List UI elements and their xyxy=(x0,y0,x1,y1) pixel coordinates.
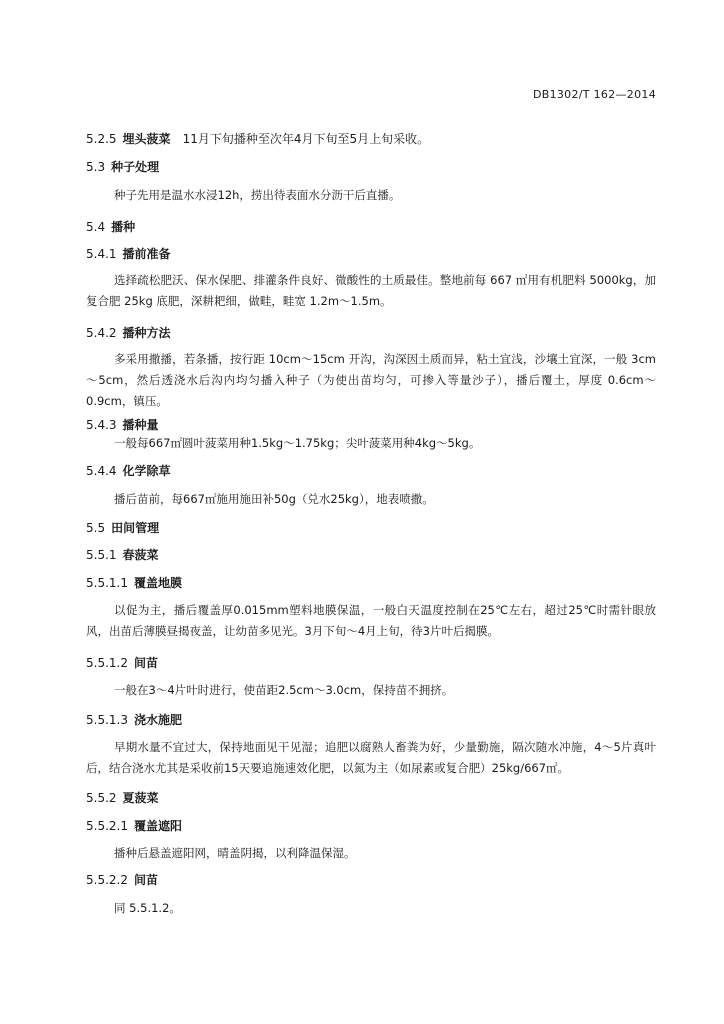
section-number: 5.4.2 xyxy=(86,326,117,340)
section-heading-5-4-2 xyxy=(86,325,656,341)
paragraph-sowing-method: 多采用撒播，若条播，按行距 10cm～15cm 开沟，沟深因土质而异，粘土宜浅，沙壤土宜深，一般 3cm～5cm，然后透浇水后沟内均匀播入种子（为使出苗均匀，可掺入等量沙子），播后覆土，厚度 0.6cm～0.9cm，镇压。 xyxy=(86,352,656,408)
section-heading-5-5-1 xyxy=(86,547,656,563)
section-number: 5.5.2.2 xyxy=(86,873,128,887)
section-title: 夏菠菜 xyxy=(122,791,159,805)
section-title: 埋头菠菜 xyxy=(122,132,171,146)
section-heading-5-5-2-1 xyxy=(86,818,656,834)
section-number: 5.4.4 xyxy=(86,464,117,478)
paragraph-sowing-prep: 选择疏松肥沃、保水保肥、排灌条件良好、微酸性的土质最佳。整地前每 667 ㎡用有机肥料 5000kg，加复合肥 25kg 底肥，深耕耙细，做畦，畦宽 1.2m～1.5m。 xyxy=(86,273,656,308)
section-heading-5-3 xyxy=(86,159,656,175)
section-title: 间苗 xyxy=(133,873,158,887)
section-title: 覆盖地膜 xyxy=(133,576,182,590)
section-heading-5-2-5 xyxy=(86,131,656,147)
section-number: 5.2.5 xyxy=(86,132,117,146)
section-number: 5.4.3 xyxy=(86,418,117,432)
section-heading-5-5-2-2 xyxy=(86,872,656,888)
section-title: 间苗 xyxy=(133,656,158,670)
section-title: 播种量 xyxy=(122,418,159,432)
section-heading-5-4-1 xyxy=(86,246,656,262)
section-inline-text: 11月下旬播种至次年4月下旬至5月上旬采收。 xyxy=(182,132,430,146)
section-title: 覆盖遮阳 xyxy=(133,819,182,833)
section-number: 5.5.1.3 xyxy=(86,713,128,727)
paragraph-seed-treatment: 种子先用是温水水浸12h，捞出待表面水分沥干后直播。 xyxy=(114,188,401,202)
section-title: 播种方法 xyxy=(122,326,171,340)
section-title: 浇水施肥 xyxy=(133,713,182,727)
section-number: 5.5.2.1 xyxy=(86,819,128,833)
section-number: 5.5 xyxy=(86,521,106,535)
paragraph-weed-control: 播后苗前，每667㎡施用施田补50g（兑水25kg），地表喷撒。 xyxy=(114,492,434,506)
section-heading-5-5-2 xyxy=(86,790,656,806)
section-number: 5.5.2 xyxy=(86,791,117,805)
paragraph-seed-amount: 一般每667㎡圆叶菠菜用种1.5kg～1.75kg；尖叶菠菜用种4kg～5kg。 xyxy=(114,436,481,450)
paragraph-watering-fertilizing: 早期水量不宜过大，保持地面见干见湿；追肥以腐熟人畜粪为好，少量勤施，隔次随水冲施，4～5片真叶后，结合浇水尤其是采收前15天要追施速效化肥，以氮为主（如尿素或复合肥）25kg/667㎡。 xyxy=(86,740,656,775)
paragraph-thinning-ref: 同 5.5.1.2。 xyxy=(114,901,181,915)
section-number: 5.4.1 xyxy=(86,247,117,261)
section-number: 5.4 xyxy=(86,220,106,234)
section-title: 播前准备 xyxy=(122,247,171,261)
section-title: 田间管理 xyxy=(111,521,160,535)
section-heading-5-4-3 xyxy=(86,417,656,433)
section-heading-5-4-4 xyxy=(86,463,656,479)
section-heading-5-5-1-2 xyxy=(86,655,656,671)
section-title: 春菠菜 xyxy=(122,548,159,562)
section-title: 化学除草 xyxy=(122,464,171,478)
document-code: DB1302/T 162—2014 xyxy=(532,88,656,101)
section-title: 种子处理 xyxy=(111,160,160,174)
paragraph-mulch-film: 以促为主，播后覆盖厚0.015mm塑料地膜保温，一般白天温度控制在25℃左右，超过25℃时需针眼放风，出苗后薄膜昼揭夜盖，让幼苗多见光。3月下旬～4月上旬，待3片叶后揭膜。 xyxy=(86,603,656,638)
paragraph-shading: 播种后悬盖遮阳网，晴盖阴揭，以利降温保湿。 xyxy=(114,846,356,860)
section-title: 播种 xyxy=(111,220,136,234)
paragraph-thinning: 一般在3～4片叶时进行，使苗距2.5cm～3.0cm，保持苗不拥挤。 xyxy=(114,683,454,697)
section-heading-5-4 xyxy=(86,219,656,235)
section-number: 5.5.1.2 xyxy=(86,656,128,670)
section-number: 5.5.1 xyxy=(86,548,117,562)
section-number: 5.5.1.1 xyxy=(86,576,128,590)
section-heading-5-5-1-1 xyxy=(86,575,656,591)
section-heading-5-5-1-3 xyxy=(86,712,656,728)
section-heading-5-5 xyxy=(86,520,656,536)
section-number: 5.3 xyxy=(86,160,106,174)
